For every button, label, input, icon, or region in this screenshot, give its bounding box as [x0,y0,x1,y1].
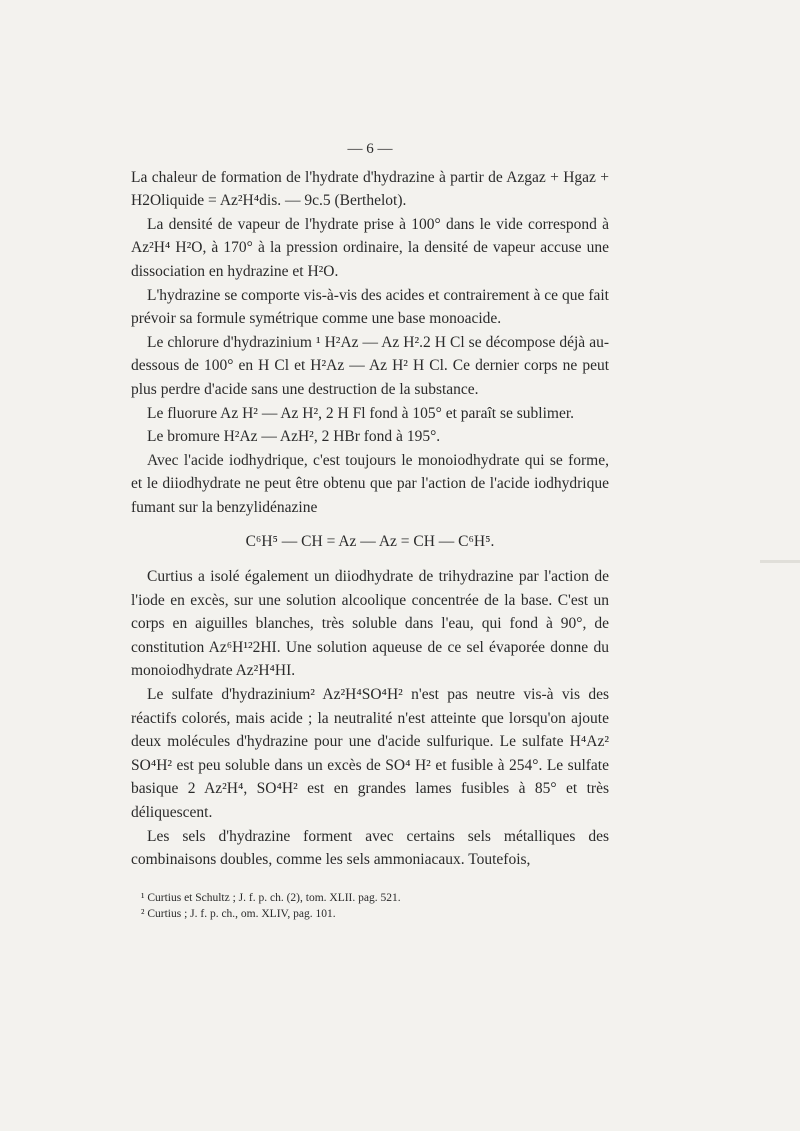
paragraph-2: La densité de vapeur de l'hydrate prise à 100° dans le vide correspond à Az²H⁴ H²O, à 170° à la pression ordinaire, la densité de vapeur accuse une dissociation en hydrazine et H²O. [131,215,609,280]
paragraph-4: Le chlorure d'hydrazinium ¹ H²Az — Az H².2 H Cl se décompose déjà au-dessous de 100° en H Cl et H²Az — Az H² H Cl. Ce dernier corps ne peut plus perdre d'acide sans une destruction de la substance. [131,333,609,398]
footnote-2: ² Curtius ; J. f. p. ch., om. XLIV, pag. 101. [141,907,336,920]
page-number: — 6 — [347,141,393,157]
paragraph-10: Les sels d'hydrazine forment avec certains sels métalliques des combinaisons doubles, comme les sels ammoniacaux. Toutefois, [131,827,609,869]
paragraph-1: La chaleur de formation de l'hydrate d'hydrazine à partir de Azgaz + Hgaz + H2Oliquide = Az²H⁴dis. — 9c.5 (Berthelot). [131,168,609,210]
paragraph-8: Curtius a isolé également un diiodhydrate de trihydrazine par l'action de l'iode en excès, sur une solution alcoolique concentrée de la base. C'est un corps en aiguilles blanches, très soluble dans l'eau, qui fond à 90°, de constitution Az⁶H¹²2HI. Une solution aqueuse de ce sel évaporée donne du monoiodhydrate Az²H⁴HI. [131,568,609,680]
paragraph-3: L'hydrazine se comporte vis-à-vis des acides et contrairement à ce que fait prévoir sa formule symétrique comme une base monoacide. [131,286,609,328]
footnotes [131,890,609,922]
footnote-1: ¹ Curtius et Schultz ; J. f. p. ch. (2), tom. XLII. pag. 521. [141,891,401,904]
paragraph-7: Avec l'acide iodhydrique, c'est toujours le monoiodhydrate qui se forme, et le diiodhydrate ne peut être obtenu que par l'action de l'acide iodhydrique fumant sur la benzylidénazine [131,451,609,516]
scan-artifact [760,560,800,563]
paragraph-6: Le bromure H²Az — AzH², 2 HBr fond à 195°. [147,428,441,446]
paragraph-9: Le sulfate d'hydrazinium² Az²H⁴SO⁴H² n'est pas neutre vis-à vis des réactifs colorés, mais acide ; la neutralité n'est atteinte que lorsqu'on ajoute deux molécules d'hydrazine pour une d'acide sulfurique. Le sulfate H⁴Az² SO⁴H² est peu soluble dans un excès de SO⁴ H² et fusible à 254°. Le sulfate basique 2 Az²H⁴, SO⁴H² est en grandes lames fusibles à 85° et très déliquescent. [131,686,609,822]
page-body [131,138,609,922]
paragraph-5: Le fluorure Az H² — Az H², 2 H Fl fond à 105° et paraît se sublimer. [147,404,575,422]
benzylidenazine-formula: C⁶H⁵ — CH = Az — Az = CH — C⁶H⁵. [245,532,495,550]
